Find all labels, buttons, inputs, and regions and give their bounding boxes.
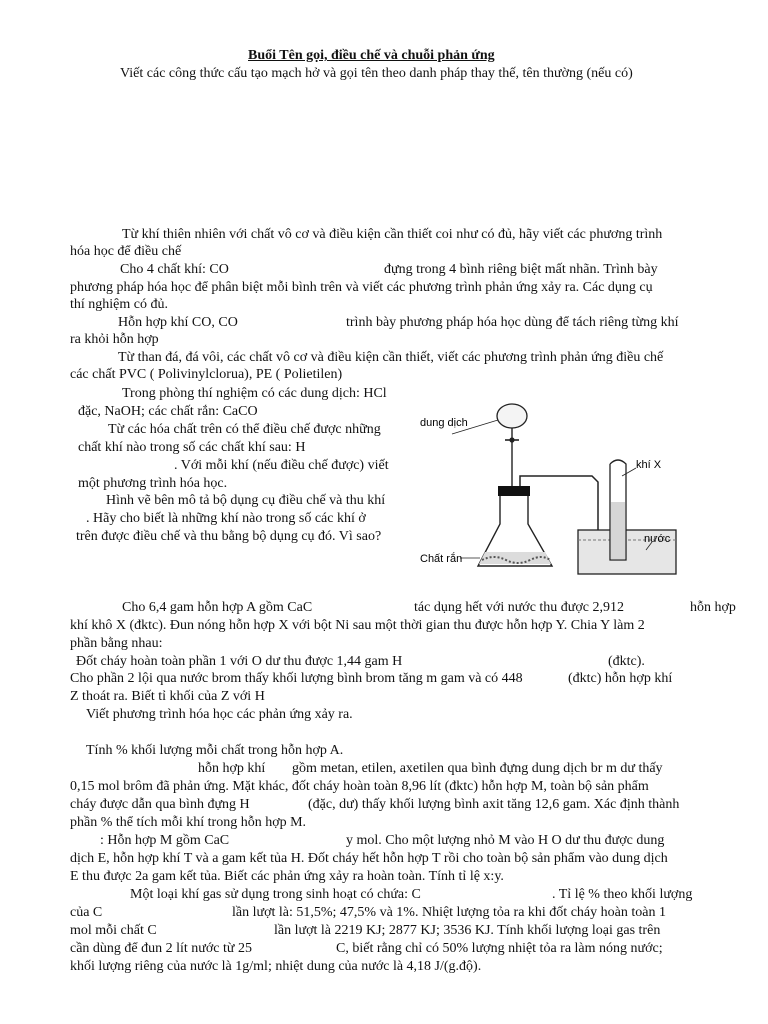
text-line: Từ than đá, đá vôi, các chất vô cơ và điều kiện cần thiết, viết các phương trình phản ứng điều chế	[118, 350, 664, 365]
text-line: Cho 6,4 gam hỗn hợp A gồm CaC	[122, 600, 313, 615]
text-line: ra khỏi hỗn hợp	[70, 332, 159, 347]
text-line: Z thoát ra. Biết tỉ khối của Z với H	[70, 689, 265, 704]
text-line: 0,15 mol brôm đã phản ứng. Mặt khác, đốt cháy hoàn toàn 8,96 lít (đktc) hỗn hợp M, toàn bộ sản phẩm	[70, 779, 649, 794]
page-subtitle: Viết các công thức cấu tạo mạch hở và gọi tên theo danh pháp thay thế, tên thường (nếu có)	[120, 66, 633, 81]
label-gas: khí X	[636, 459, 662, 471]
funnel-bulb	[497, 404, 527, 428]
apparatus-figure	[414, 390, 686, 582]
text-line: (đktc) hỗn hợp khí	[568, 671, 673, 686]
text-line: khối lượng riêng của nước là 1g/ml; nhiệt dung của nước là 4,18 J/(g.độ).	[70, 959, 482, 974]
text-line: . Với mỗi khí (nếu điều chế được) viết	[174, 458, 389, 473]
text-line: Đốt cháy hoàn toàn phần 1 với O dư thu được 1,44 gam H	[76, 654, 403, 669]
text-line: Viết phương trình hóa học các phản ứng xảy ra.	[86, 707, 353, 722]
stopper	[498, 486, 530, 496]
text-line: của C	[70, 905, 103, 920]
text-line: Trong phòng thí nghiệm có các dung dịch: HCl	[122, 386, 387, 401]
text-line: gồm metan, etilen, axetilen qua bình đựng dung dịch br m dư thấy	[292, 761, 663, 776]
text-line: các chất PVC ( Polivinylclorua), PE ( Polietilen)	[70, 367, 343, 382]
text-line: thí nghiệm có đủ.	[70, 297, 168, 312]
text-line: chất khí nào trong số các chất khí sau: H	[78, 440, 306, 455]
text-line: dịch E, hỗn hợp khí T và a gam kết tủa H. Đốt cháy hết hỗn hợp T rồi cho toàn bộ sản phẩm vào dung dịch	[70, 851, 668, 866]
text-line: trình bày phương pháp hóa học dùng để tách riêng từng khí	[346, 315, 679, 330]
text-line: cần dùng để đun 2 lít nước từ 25	[70, 941, 252, 956]
text-line: Từ các hóa chất trên có thể điều chế được những	[108, 422, 381, 437]
label-solid: Chất rắn	[420, 553, 463, 565]
text-line: lần lượt là 2219 KJ; 2877 KJ; 3536 KJ. Tính khối lượng loại gas trên	[274, 923, 661, 938]
text-line: cháy được dẫn qua bình đựng H	[70, 797, 250, 812]
text-line: . Hãy cho biết là những khí nào trong số các khí ở	[86, 511, 366, 526]
text-line: Từ khí thiên nhiên với chất vô cơ và điều kiện cần thiết coi như có đủ, hãy viết các phương trình	[122, 227, 663, 242]
text-line: : Hỗn hợp M gồm CaC	[100, 833, 230, 848]
text-line: Hỗn hợp khí CO, CO	[118, 315, 238, 330]
text-line: phần bằng nhau:	[70, 636, 163, 651]
text-line: một phương trình hóa học.	[78, 476, 228, 491]
text-line: hóa học để điều chế	[70, 244, 182, 259]
text-line: Cho phần 2 lội qua nước brom thấy khối lượng bình brom tăng m gam và có 448	[70, 671, 523, 686]
text-line: Một loại khí gas sử dụng trong sinh hoạt có chứa: C	[130, 887, 421, 902]
text-line: phần % thể tích mỗi khí trong hỗn hợp M.	[70, 815, 307, 830]
text-line: . Tỉ lệ % theo khối lượng	[552, 887, 693, 902]
text-line: phương pháp hóa học để phân biệt mỗi bình trên và viết các phương trình phản ứng xảy ra. Các dụng cụ	[70, 280, 653, 295]
text-line: (đktc).	[608, 654, 645, 669]
label-solution: dung dịch	[420, 417, 468, 429]
text-line: mol mỗi chất C	[70, 923, 157, 938]
text-line: C, biết rằng chỉ có 50% lượng nhiệt tỏa ra làm nóng nước;	[336, 941, 663, 956]
text-line: y mol. Cho một lượng nhỏ M vào H O dư thu được dung	[346, 833, 665, 848]
page-title: Buổi Tên gọi, điều chế và chuỗi phản ứng	[248, 48, 495, 63]
text-line: lần lượt là: 51,5%; 47,5% và 1%. Nhiệt lượng tỏa ra khi đốt cháy hoàn toàn 1	[232, 905, 666, 920]
text-line: E thu được 2a gam kết tủa. Biết các phản ứng xảy ra hoàn toàn. Tính tỉ lệ x:y.	[70, 869, 504, 884]
text-line: tác dụng hết với nước thu được 2,912	[414, 600, 625, 615]
text-line: (đặc, dư) thấy khối lượng bình axit tăng 12,6 gam. Xác định thành	[308, 797, 680, 812]
label-water: nước	[644, 533, 671, 545]
text-line: hỗn hợp khí	[198, 761, 266, 776]
text-line: đặc, NaOH; các chất rắn: CaCO	[78, 404, 258, 419]
text-line: trên được điều chế và thu bằng bộ dụng cụ đó. Vì sao?	[76, 529, 382, 544]
text-line: khí khô X (đktc). Đun nóng hỗn hợp X với bột Ni sau một thời gian thu được hỗn hợp Y. Chia Y làm 2	[70, 618, 645, 633]
text-line: Cho 4 chất khí: CO	[120, 262, 229, 277]
text-line: Tính % khối lượng mỗi chất trong hỗn hợp A.	[86, 743, 344, 758]
text-line: đựng trong 4 bình riêng biệt mất nhãn. Trình bày	[384, 262, 658, 277]
text-line: Hình vẽ bên mô tả bộ dụng cụ điều chế và thu khí	[106, 493, 386, 508]
text-line: hỗn hợp	[690, 600, 736, 615]
